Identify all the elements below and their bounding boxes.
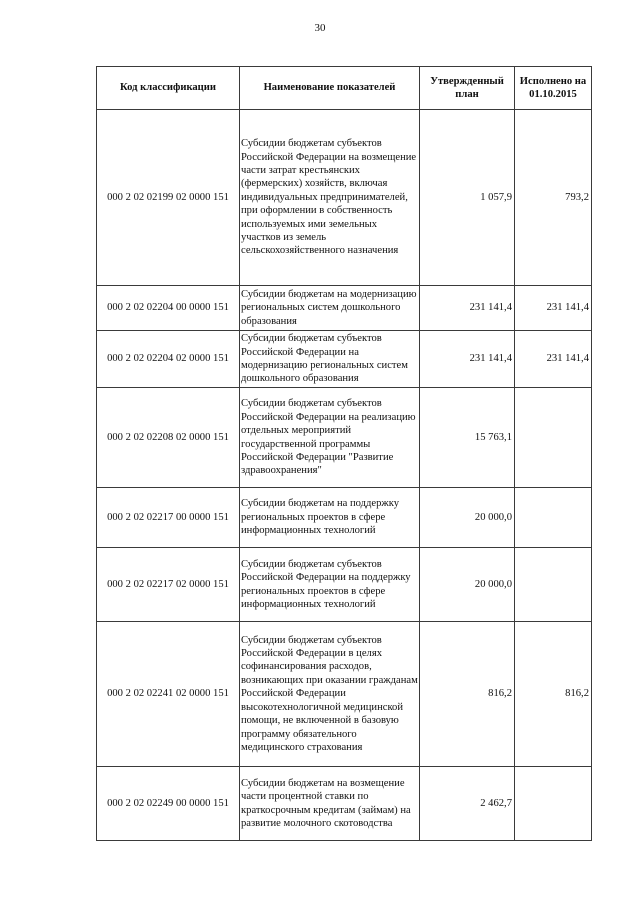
row-code: 000 2 02 02217 02 0000 151 [97, 548, 240, 622]
row-name: Субсидии бюджетам на возмещение части процентной ставки по краткосрочным кредитам (займам) на развитие молочного скотоводства [240, 767, 420, 841]
row-approved: 1 057,9 [420, 110, 515, 286]
row-approved: 231 141,4 [420, 331, 515, 388]
table-row [97, 622, 592, 767]
row-executed: 816,2 [515, 622, 592, 767]
row-approved: 231 141,4 [420, 286, 515, 331]
row-executed [515, 388, 592, 488]
row-code: 000 2 02 02204 02 0000 151 [97, 331, 240, 388]
row-name: Субсидии бюджетам на поддержку региональных проектов в сфере информационных технологий [240, 488, 420, 548]
table-row [97, 331, 592, 388]
row-code: 000 2 02 02241 02 0000 151 [97, 622, 240, 767]
row-approved: 20 000,0 [420, 548, 515, 622]
row-approved: 20 000,0 [420, 488, 515, 548]
header-approved: Утвержденный план [420, 67, 515, 110]
table-row [97, 488, 592, 548]
row-executed [515, 488, 592, 548]
row-approved: 2 462,7 [420, 767, 515, 841]
header-executed: Исполнено на 01.10.2015 [515, 67, 592, 110]
row-code: 000 2 02 02208 02 0000 151 [97, 388, 240, 488]
row-approved: 816,2 [420, 622, 515, 767]
row-code: 000 2 02 02217 00 0000 151 [97, 488, 240, 548]
header-code: Код классификации [97, 67, 240, 110]
row-name: Субсидии бюджетам субъектов Российской Федерации на реализацию отдельных мероприятий государственной программы Российской Федерации "Развитие здравоохранения" [240, 388, 420, 488]
table-row [97, 767, 592, 841]
row-name: Субсидии бюджетам субъектов Российской Федерации на поддержку региональных проектов в сфере информационных технологий [240, 548, 420, 622]
table-row [97, 548, 592, 622]
table-row [97, 110, 592, 286]
row-name: Субсидии бюджетам субъектов Российской Федерации на модернизацию региональных систем дошкольного образования [240, 331, 420, 388]
page-number: 30 [314, 22, 326, 34]
row-executed: 793,2 [515, 110, 592, 286]
header-name: Наименование показателей [240, 67, 420, 110]
row-executed: 231 141,4 [515, 286, 592, 331]
row-name: Субсидии бюджетам на модернизацию региональных систем дошкольного образования [240, 286, 420, 331]
row-executed: 231 141,4 [515, 331, 592, 388]
row-name: Субсидии бюджетам субъектов Российской Федерации на возмещение части затрат крестьянских (фермерских) хозяйств, включая индивидуальных предпринимателей, при оформлении в собственность используемых ими земельных участков из земель сельскохозяйственного назначения [240, 110, 420, 286]
row-code: 000 2 02 02204 00 0000 151 [97, 286, 240, 331]
row-code: 000 2 02 02249 00 0000 151 [97, 767, 240, 841]
budget-table [96, 66, 592, 841]
row-approved: 15 763,1 [420, 388, 515, 488]
row-code: 000 2 02 02199 02 0000 151 [97, 110, 240, 286]
row-name: Субсидии бюджетам субъектов Российской Федерации в целях софинансирования расходов, возникающих при оказании гражданам Российской Федерации высокотехнологичной медицинской помощи, не включенной в базовую программу обязательного медицинского страхования [240, 622, 420, 767]
row-executed [515, 548, 592, 622]
table-header-row [97, 67, 592, 110]
row-executed [515, 767, 592, 841]
table-row [97, 286, 592, 331]
table-row [97, 388, 592, 488]
